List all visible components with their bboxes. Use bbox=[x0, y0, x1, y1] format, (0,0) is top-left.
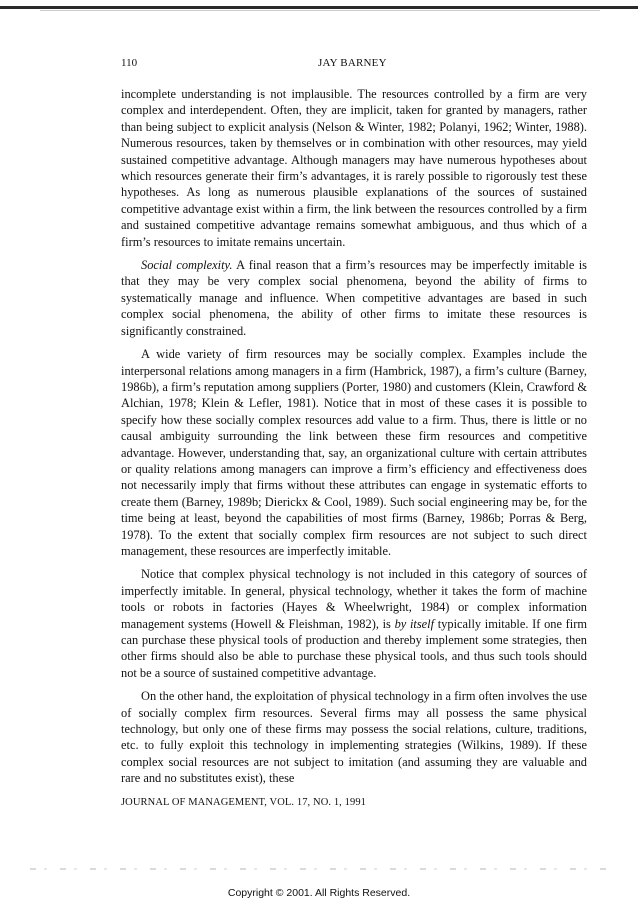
page-header bbox=[121, 57, 587, 71]
running-head: JAY BARNEY bbox=[318, 57, 387, 69]
paragraph-4-italic: by itself bbox=[394, 616, 435, 631]
paragraph-4-text-a: Notice that complex physical technology is not included in this category of sources of imperfectly imitable. In general, physical technology, whether it takes the form of machine tools or robots in factories (Hayes & Wheelwright, 1984) or complex information management systems (Howell & Fleishman, 1982), is bbox=[121, 567, 587, 631]
paragraph-4-text-b: typically imitable. If one firm can purchase these physical tools of production and thereby implement some strategies, then other firms should also be able to purchase these physical tools, and thus such tools should not be a source of sustained competitive advantage. bbox=[121, 616, 587, 680]
scan-artifact-line bbox=[30, 868, 610, 870]
paragraph-4 bbox=[121, 566, 587, 681]
page-number: 110 bbox=[121, 57, 138, 69]
paragraph-2-text: A final reason that a firm’s resources may be imperfectly imitable is that they may be very complex social phenomena, beyond the ability of firms to systematically manage and influence. When competitive advantages are based in such complex social phenomena, the ability of other firms to imitate these resources is significantly constrained. bbox=[121, 258, 587, 338]
social-complexity-heading: Social complexity. bbox=[141, 258, 233, 273]
paragraph-5: On the other hand, the exploitation of physical technology in a firm often involves the use of socially complex firm resources. Several firms may all possess the same physical technology, but only one of these firms may possess the social relations, culture, traditions, etc. to fully exploit this technology in implementing strategies (Wilkins, 1989). If these complex social resources are not subject to imitation (and assuming they are valuable and rare and no substitutes exist), these bbox=[121, 689, 587, 786]
top-rule bbox=[0, 6, 638, 9]
top-rule-shadow bbox=[40, 10, 600, 11]
paragraph-1: incomplete understanding is not implausible. The resources controlled by a firm are very complex and interdependent. Often, they are implicit, taken for granted by managers, rather than being subject to explicit analysis (Nelson & Winter, 1982; Polanyi, 1962; Winter, 1988). Numerous resources, taken by themselves or in combination with other resources, may yield sustained competitive advantage. Although managers may have numerous hypotheses about which resources generate their firm’s advantages, it is rarely possible to rigorously test these hypotheses. As long as numerous plausible explanations of the sources of sustained competitive advantage exist within a firm, the link between the resources controlled by a firm and sustained competitive advantage remains somewhat ambiguous, and thus which of a firm’s resources to imitate remains uncertain. bbox=[121, 87, 587, 249]
paragraph-social-complexity bbox=[121, 257, 587, 339]
paragraph-3: A wide variety of firm resources may be socially complex. Examples include the interpersonal relations among managers in a firm (Hambrick, 1987), a firm’s culture (Barney, 1986b), a firm’s reputation among suppliers (Porter, 1980) and customers (Klein, Crawford & Alchian, 1978; Klein & Lefler, 1981). Notice that in most of these cases it is possible to specify how these socially complex resources add value to a firm. Thus, there is little or no causal ambiguity surrounding the link between these firm resources and competitive advantage. However, understanding that, say, an organizational culture with certain attributes or quality relations among managers can improve a firm’s efficiency and effectiveness does not necessarily imply that firms without these attributes can engage in systematic efforts to create them (Barney, 1989b; Dierickx & Cool, 1989). Such social engineering may be, for the time being at least, beyond the capabilities of most firms (Barney, 1986b; Porras & Berg, 1978). To the extent that socially complex firm resources are not subject to such direct management, these resources are imperfectly imitable. bbox=[121, 347, 587, 558]
body-text bbox=[121, 86, 587, 794]
copyright-notice: Copyright © 2001. All Rights Reserved. bbox=[227, 887, 411, 899]
journal-footer: JOURNAL OF MANAGEMENT, VOL. 17, NO. 1, 1991 bbox=[121, 797, 367, 808]
